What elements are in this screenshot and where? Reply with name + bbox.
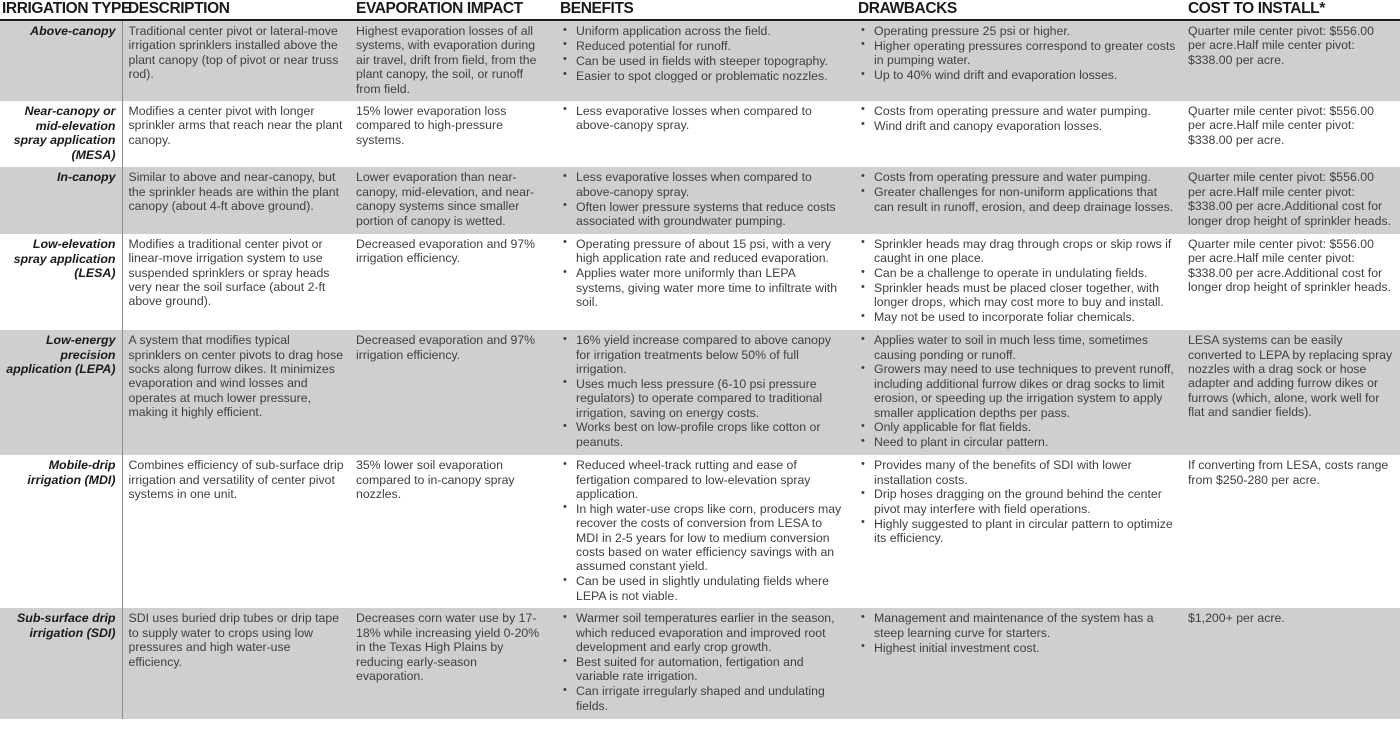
- list-item: • May not be used to incorporate foliar chemicals.: [874, 310, 1176, 324]
- cost-line: Additional cost for longer drop height of sprinkler heads.: [1188, 265, 1392, 294]
- cell-description: SDI uses buried drip tubes or drip tape to supply water to crops using low pressures and high water-use efficiency.: [122, 608, 350, 718]
- cost-line: $1,200+ per acre.: [1188, 611, 1285, 626]
- table-row: [0, 101, 1400, 168]
- cost-line: If converting from LESA, costs range from $250-280 per acre.: [1188, 458, 1389, 487]
- list-item: • Applies water to soil in much less time, sometimes causing ponding or runoff.: [874, 333, 1176, 362]
- cell-drawbacks-list: [858, 611, 1176, 655]
- cell-drawbacks: [852, 455, 1182, 608]
- cell-evaporation-impact: 35% lower soil evaporation compared to in-canopy spray nozzles.: [350, 455, 554, 608]
- table-body: [0, 20, 1400, 719]
- column-header-evaporation-impact: EVAPORATION IMPACT: [350, 0, 554, 20]
- cell-cost-to-install: [1182, 234, 1400, 330]
- cell-drawbacks: [852, 20, 1182, 101]
- table-row: [0, 167, 1400, 234]
- list-item: • Can be used in fields with steeper topography.: [576, 54, 846, 68]
- table-row: [0, 455, 1400, 608]
- cell-description: Traditional center pivot or lateral-move irrigation sprinklers installed above the plant canopy (top of pivot or near truss rod).: [122, 20, 350, 101]
- cell-benefits-list: [560, 458, 846, 603]
- cell-cost-to-install: [1182, 167, 1400, 234]
- cell-irrigation-type: Near-canopy or mid-elevation spray application (MESA): [0, 101, 122, 168]
- cost-line: Half mile center pivot: $338.00 per acre.: [1188, 184, 1355, 214]
- cell-drawbacks-list: [858, 104, 1176, 133]
- cell-irrigation-type: Above-canopy: [0, 20, 122, 101]
- list-item: • Reduced wheel-track rutting and ease of fertigation compared to low-elevation spray application.: [576, 458, 846, 501]
- cost-line: Half mile center pivot: $338.00 per acre.: [1188, 118, 1355, 147]
- list-item: • Works best on low-profile crops like cotton or peanuts.: [576, 420, 846, 449]
- column-header-description: DESCRIPTION: [122, 0, 350, 20]
- cell-description: Combines efficiency of sub-surface drip irrigation and versatility of center pivot systems in one unit.: [122, 455, 350, 608]
- cost-line: Half mile center pivot: $338.00 per acre.: [1188, 38, 1355, 67]
- list-item: • Growers may need to use techniques to prevent runoff, including additional furrow dikes or drag socks to limit erosion, or speeding up the irrigation system to apply smaller application depths per pass.: [874, 362, 1176, 420]
- cell-cost-to-install: [1182, 101, 1400, 168]
- cell-benefits-list: [560, 333, 846, 449]
- cost-line: Quarter mile center pivot: $556.00 per acre.: [1188, 24, 1374, 53]
- cost-line: Half mile center pivot: $338.00 per acre.: [1188, 251, 1355, 280]
- list-item: • In high water-use crops like corn, producers may recover the costs of conversion from LESA to MDI in 2-5 years for low to medium conversion costs based on water efficiency savings with an assumed constant yield.: [576, 502, 846, 574]
- list-item: • Can be a challenge to operate in undulating fields.: [874, 266, 1176, 280]
- cost-line: Quarter mile center pivot: $556.00 per acre.: [1188, 170, 1374, 199]
- cell-drawbacks-list: [858, 333, 1176, 450]
- cell-benefits-list: [560, 104, 846, 133]
- cell-benefits-list: [560, 170, 846, 228]
- cell-benefits: [554, 608, 852, 718]
- list-item: • Uniform application across the field.: [576, 24, 846, 38]
- list-item: • Less evaporative losses when compared to above-canopy spray.: [576, 104, 846, 133]
- cell-drawbacks-list: [858, 24, 1176, 83]
- cell-evaporation-impact: Decreased evaporation and 97% irrigation efficiency.: [350, 234, 554, 330]
- list-item: • Uses much less pressure (6-10 psi pressure regulators) to operate compared to traditional irrigation, saving on energy costs.: [576, 377, 846, 420]
- list-item: • Reduced potential for runoff.: [576, 39, 846, 53]
- list-item: • Operating pressure 25 psi or higher.: [874, 24, 1176, 38]
- cell-irrigation-type: Sub-surface drip irrigation (SDI): [0, 608, 122, 718]
- cell-irrigation-type: Low-elevation spray application (LESA): [0, 234, 122, 330]
- list-item: • Sprinkler heads may drag through crops or skip rows if caught in one place.: [874, 237, 1176, 266]
- list-item: • 16% yield increase compared to above canopy for irrigation treatments below 50% of full irrigation.: [576, 333, 846, 376]
- list-item: • Need to plant in circular pattern.: [874, 435, 1176, 449]
- list-item: • Sprinkler heads must be placed closer together, with longer drops, which may cost more to buy and install.: [874, 281, 1176, 310]
- list-item: • Highly suggested to plant in circular pattern to optimize its efficiency.: [874, 517, 1176, 546]
- cell-evaporation-impact: Decreased evaporation and 97% irrigation efficiency.: [350, 330, 554, 455]
- cell-drawbacks: [852, 234, 1182, 330]
- cell-irrigation-type: Low-energy precision application (LEPA): [0, 330, 122, 455]
- list-item: • Often lower pressure systems that reduce costs associated with groundwater pumping.: [576, 200, 846, 229]
- list-item: • Less evaporative losses when compared to above-canopy spray.: [576, 170, 846, 199]
- cost-line: Quarter mile center pivot: $556.00 per acre.: [1188, 236, 1374, 266]
- list-item: • Costs from operating pressure and water pumping.: [874, 170, 1176, 184]
- cell-cost-to-install: [1182, 608, 1400, 718]
- cell-irrigation-type: In-canopy: [0, 167, 122, 234]
- cell-drawbacks: [852, 167, 1182, 234]
- cell-evaporation-impact: 15% lower evaporation loss compared to high-pressure systems.: [350, 101, 554, 168]
- list-item: • Up to 40% wind drift and evaporation losses.: [874, 68, 1176, 82]
- table-row: [0, 234, 1400, 330]
- cell-evaporation-impact: Decreases corn water use by 17-18% while increasing yield 0-20% in the Texas High Plains by reducing early-season evaporation.: [350, 608, 554, 718]
- cell-drawbacks: [852, 608, 1182, 718]
- cell-evaporation-impact: Lower evaporation than near-canopy, mid-elevation, and near-canopy systems since smaller portion of canopy is wetted.: [350, 167, 554, 234]
- list-item: • Highest initial investment cost.: [874, 641, 1176, 655]
- cell-benefits-list: [560, 237, 846, 309]
- table-row: [0, 608, 1400, 718]
- list-item: • Warmer soil temperatures earlier in the season, which reduced evaporation and improved root development and early crop growth.: [576, 611, 846, 654]
- header-row: [0, 0, 1400, 20]
- list-item: • Management and maintenance of the system has a steep learning curve for starters.: [874, 611, 1176, 640]
- table-row: [0, 330, 1400, 455]
- list-item: • Costs from operating pressure and water pumping.: [874, 104, 1176, 118]
- cell-cost-to-install: [1182, 20, 1400, 101]
- list-item: • Wind drift and canopy evaporation losses.: [874, 119, 1176, 133]
- list-item: • Can be used in slightly undulating fields where LEPA is not viable.: [576, 574, 846, 603]
- cell-description: Modifies a traditional center pivot or linear-move irrigation system to use suspended sprinklers or spray heads very near the soil surface (about 2-ft above ground).: [122, 234, 350, 330]
- cell-description: Modifies a center pivot with longer sprinkler arms that reach near the plant canopy.: [122, 101, 350, 168]
- list-item: • Provides many of the benefits of SDI with lower installation costs.: [874, 458, 1176, 487]
- cell-description: Similar to above and near-canopy, but the sprinkler heads are within the plant canopy (about 4-ft above ground).: [122, 167, 350, 234]
- cell-benefits: [554, 101, 852, 168]
- cell-benefits: [554, 20, 852, 101]
- cell-benefits: [554, 330, 852, 455]
- list-item: • Only applicable for flat fields.: [874, 420, 1176, 434]
- cell-benefits: [554, 455, 852, 608]
- cell-drawbacks-list: [858, 170, 1176, 214]
- cell-drawbacks: [852, 101, 1182, 168]
- list-item: • Greater challenges for non-uniform applications that can result in runoff, erosion, and deep drainage losses.: [874, 185, 1176, 214]
- cell-cost-to-install: [1182, 330, 1400, 455]
- cell-cost-to-install: [1182, 455, 1400, 608]
- list-item: • Can irrigate irregularly shaped and undulating fields.: [576, 684, 846, 713]
- cost-line: Additional cost for longer drop height of sprinkler heads.: [1188, 199, 1392, 228]
- column-header-cost-to-install: COST TO INSTALL*: [1182, 0, 1400, 20]
- cell-evaporation-impact: Highest evaporation losses of all systems, with evaporation during air travel, drift from field, from the plant canopy, the soil, or runoff from field.: [350, 20, 554, 101]
- cost-line: LESA systems can be easily converted to LEPA by replacing spray nozzles with a drag sock or hose adapter and adding furrow dikes or furrows (which, alone, work well for flat and sandier fields).: [1188, 333, 1393, 419]
- column-header-irrigation-type: IRRIGATION TYPE: [0, 0, 122, 20]
- list-item: • Operating pressure of about 15 psi, with a very high application rate and reduced evaporation.: [576, 237, 846, 266]
- cell-benefits-list: [560, 24, 846, 83]
- list-item: • Higher operating pressures correspond to greater costs in pumping water.: [874, 39, 1176, 68]
- cell-description: A system that modifies typical sprinklers on center pivots to drag hose socks along furrow dikes. It minimizes evaporation and wind losses and operates at much lower pressure, making it highly efficient.: [122, 330, 350, 455]
- list-item: • Easier to spot clogged or problematic nozzles.: [576, 69, 846, 83]
- cell-drawbacks-list: [858, 237, 1176, 325]
- column-header-drawbacks: DRAWBACKS: [852, 0, 1182, 20]
- cell-benefits: [554, 234, 852, 330]
- cell-drawbacks: [852, 330, 1182, 455]
- cost-line: Quarter mile center pivot: $556.00 per acre.: [1188, 103, 1374, 133]
- list-item: • Drip hoses dragging on the ground behind the center pivot may interfere with field operations.: [874, 487, 1176, 516]
- column-header-benefits: BENEFITS: [554, 0, 852, 20]
- table-header: [0, 0, 1400, 20]
- cell-benefits-list: [560, 611, 846, 713]
- list-item: • Applies water more uniformly than LEPA systems, giving water more time to infiltrate with soil.: [576, 266, 846, 309]
- list-item: • Best suited for automation, fertigation and variable rate irrigation.: [576, 655, 846, 684]
- table-row: [0, 20, 1400, 101]
- cell-benefits: [554, 167, 852, 234]
- cell-irrigation-type: Mobile-drip irrigation (MDI): [0, 455, 122, 608]
- cell-drawbacks-list: [858, 458, 1176, 545]
